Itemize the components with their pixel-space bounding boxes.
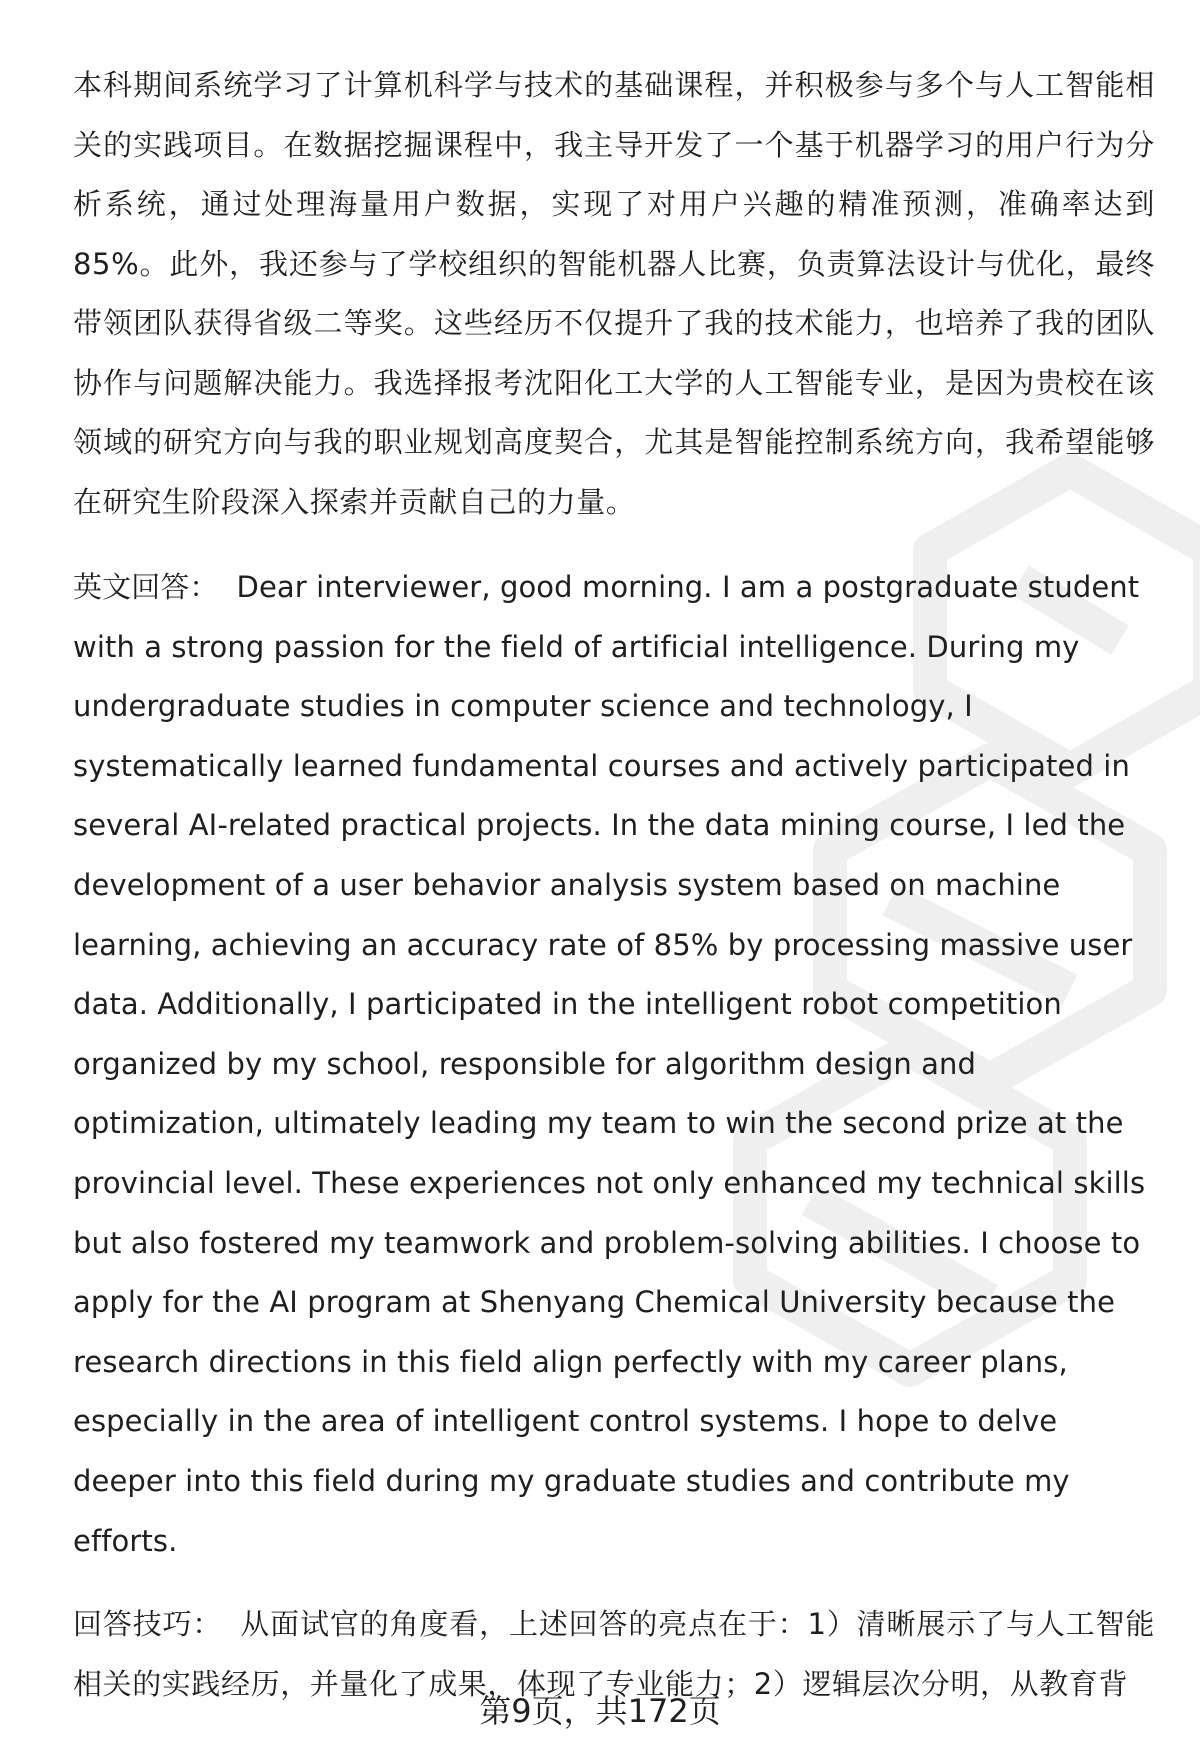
answer-tips-label: 回答技巧： [73, 1607, 223, 1642]
english-answer-label: 英文回答： [73, 570, 219, 604]
english-answer-paragraph [73, 558, 1155, 1571]
document-body [73, 56, 1155, 1714]
english-answer-text: Dear interviewer, good morning. I am a postgraduate student with a strong passion for the field of artificial intelligence. During my undergraduate studies in computer science and technology, I systematically learned fundamental courses and actively participated in several AI-related practical projects. In the data mining course, I led the development of a user behavior analysis system based on machine learning, achieving an accuracy rate of 85% by processing massive user data. Additionally, I participated in the intelligent robot competition organized by my school, responsible for algorithm design and optimization, ultimately leading my team to win the second prize at the provincial level. These experiences not only enhanced my technical skills but also fostered my teamwork and problem-solving abilities. I choose to apply for the AI program at Shenyang Chemical University because the research directions in this field align perfectly with my career plans, especially in the area of intelligent control systems. I hope to delve deeper into this field during my graduate studies and contribute my efforts. [73, 570, 1146, 1558]
answer-tips-text: 从面试官的角度看，上述回答的亮点在于：1）清晰展示了与人工智能相关的实践经历，并量化了成果，体现了专业能力；2）逻辑层次分明，从教育背 [73, 1607, 1155, 1701]
chinese-answer-paragraph: 本科期间系统学习了计算机科学与技术的基础课程，并积极参与多个与人工智能相关的实践项目。在数据挖掘课程中，我主导开发了一个基于机器学习的用户行为分析系统，通过处理海量用户数据，实现了对用户兴趣的精准预测，准确率达到85%。此外，我还参与了学校组织的智能机器人比赛，负责算法设计与优化，最终带领团队获得省级二等奖。这些经历不仅提升了我的技术能力，也培养了我的团队协作与问题解决能力。我选择报考沈阳化工大学的人工智能专业，是因为贵校在该领域的研究方向与我的职业规划高度契合，尤其是智能控制系统方向，我希望能够在研究生阶段深入探索并贡献自己的力量。 [73, 68, 1155, 519]
page-indicator: 第9页，共172页 [479, 1692, 721, 1730]
